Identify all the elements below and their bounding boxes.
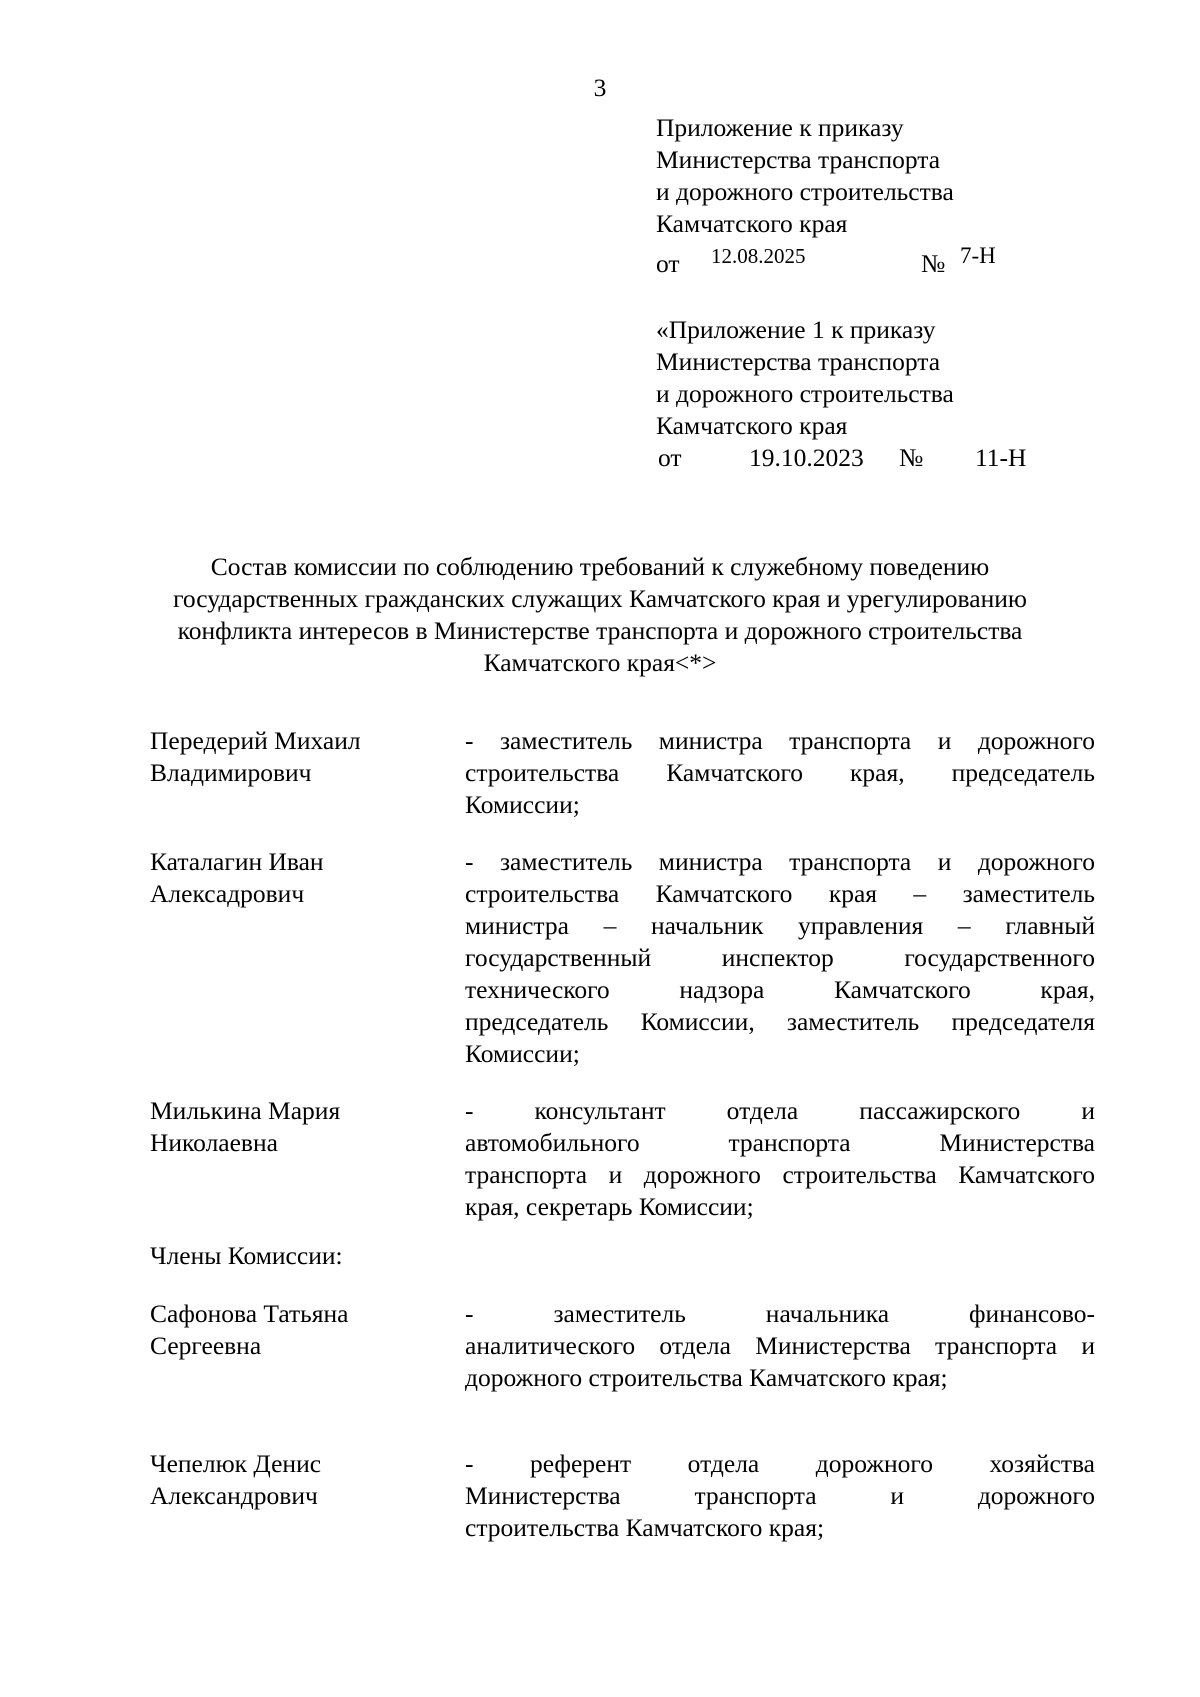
number-sign: №: [921, 249, 946, 278]
appendix-line: и дорожного строительства: [656, 177, 954, 206]
member-position: [465, 1095, 1095, 1223]
name-line: Каталагин Иван: [150, 847, 324, 876]
member-name: [150, 725, 450, 789]
position-line: государственный инспектор государственного: [465, 943, 1095, 972]
ot-label: от: [656, 249, 680, 278]
position-line: транспорта и дорожного строительства Камчатского: [465, 1160, 1095, 1189]
ot-label: от: [658, 443, 682, 472]
appendix1-date-line: [656, 442, 1027, 474]
position-line: Комиссии;: [465, 1039, 580, 1068]
name-line: Николаевна: [150, 1128, 278, 1157]
position-line: министра – начальник управления – главный: [465, 911, 1095, 940]
title-line: конфликта интересов в Министерстве транспорта и дорожного строительства: [177, 616, 1023, 645]
members-heading: Члены Комиссии:: [150, 1241, 343, 1270]
name-line: Сафонова Татьяна: [150, 1299, 349, 1328]
name-line: Сергеевна: [150, 1331, 262, 1360]
appendix1-line: Министерства транспорта: [656, 347, 941, 376]
name-line: Владимирович: [150, 758, 312, 787]
member-position: [465, 1448, 1095, 1544]
title-line: государственных гражданских служащих Камчатского края и урегулированию: [173, 584, 1027, 613]
appendix1-header: [656, 314, 1027, 474]
document-title: [0, 551, 1200, 679]
member-name: [150, 1448, 450, 1512]
order-date: 12.08.2025: [711, 244, 806, 268]
appendix-date-line: [656, 240, 996, 278]
member-position: [465, 846, 1095, 1070]
name-line: Передерий Михаил: [150, 726, 361, 755]
position-line: председатель Комиссии, заместитель председателя: [465, 1007, 1095, 1036]
position-line: строительства Камчатского края – заместитель: [465, 879, 1095, 908]
page-number: 3: [593, 73, 607, 102]
position-line: автомобильного транспорта Министерства: [465, 1128, 1095, 1157]
position-line: дорожного строительства Камчатского края;: [465, 1363, 948, 1392]
position-line: - заместитель министра транспорта и дорожного: [465, 726, 1095, 755]
position-line: - заместитель министра транспорта и дорожного: [465, 847, 1095, 876]
name-line: Алексадрович: [150, 879, 305, 908]
member-name: [150, 846, 450, 910]
position-line: строительства Камчатского края, председатель: [465, 758, 1095, 787]
appendix-line: Камчатского края: [656, 209, 848, 238]
title-line: Состав комиссии по соблюдению требований к служебному поведению: [210, 552, 990, 581]
position-line: строительства Камчатского края;: [465, 1513, 825, 1542]
position-line: Комиссии;: [465, 790, 580, 819]
appendix-line: Приложение к приказу: [656, 113, 904, 142]
appendix1-line: Камчатского края: [656, 411, 848, 440]
order-date: 19.10.2023: [749, 443, 864, 472]
appendix1-line: и дорожного строительства: [656, 379, 954, 408]
name-line: Милькина Мария: [150, 1096, 341, 1125]
member-position: [465, 1298, 1095, 1394]
appendix-line: Министерства транспорта: [656, 145, 941, 174]
member-position: [465, 725, 1095, 821]
member-name: [150, 1095, 450, 1159]
appendix1-line: «Приложение 1 к приказу: [656, 315, 936, 344]
name-line: Чепелюк Денис: [150, 1449, 322, 1478]
order-number: 7-Н: [960, 243, 996, 268]
number-sign: №: [899, 443, 924, 472]
position-line: - консультант отдела пассажирского и: [465, 1096, 1095, 1125]
member-name: [150, 1298, 450, 1362]
position-line: технического надзора Камчатского края,: [465, 975, 1095, 1004]
position-line: - заместитель начальника финансово-: [465, 1299, 1095, 1328]
order-number: 11-Н: [975, 443, 1027, 472]
position-line: - референт отдела дорожного хозяйства: [465, 1449, 1095, 1478]
position-line: аналитического отдела Министерства транспорта и: [465, 1331, 1095, 1360]
title-line: Камчатского края<*>: [483, 648, 717, 677]
position-line: Министерства транспорта и дорожного: [465, 1481, 1095, 1510]
appendix-header: [656, 112, 996, 278]
position-line: края, секретарь Комиссии;: [465, 1192, 754, 1221]
name-line: Александрович: [150, 1481, 318, 1510]
